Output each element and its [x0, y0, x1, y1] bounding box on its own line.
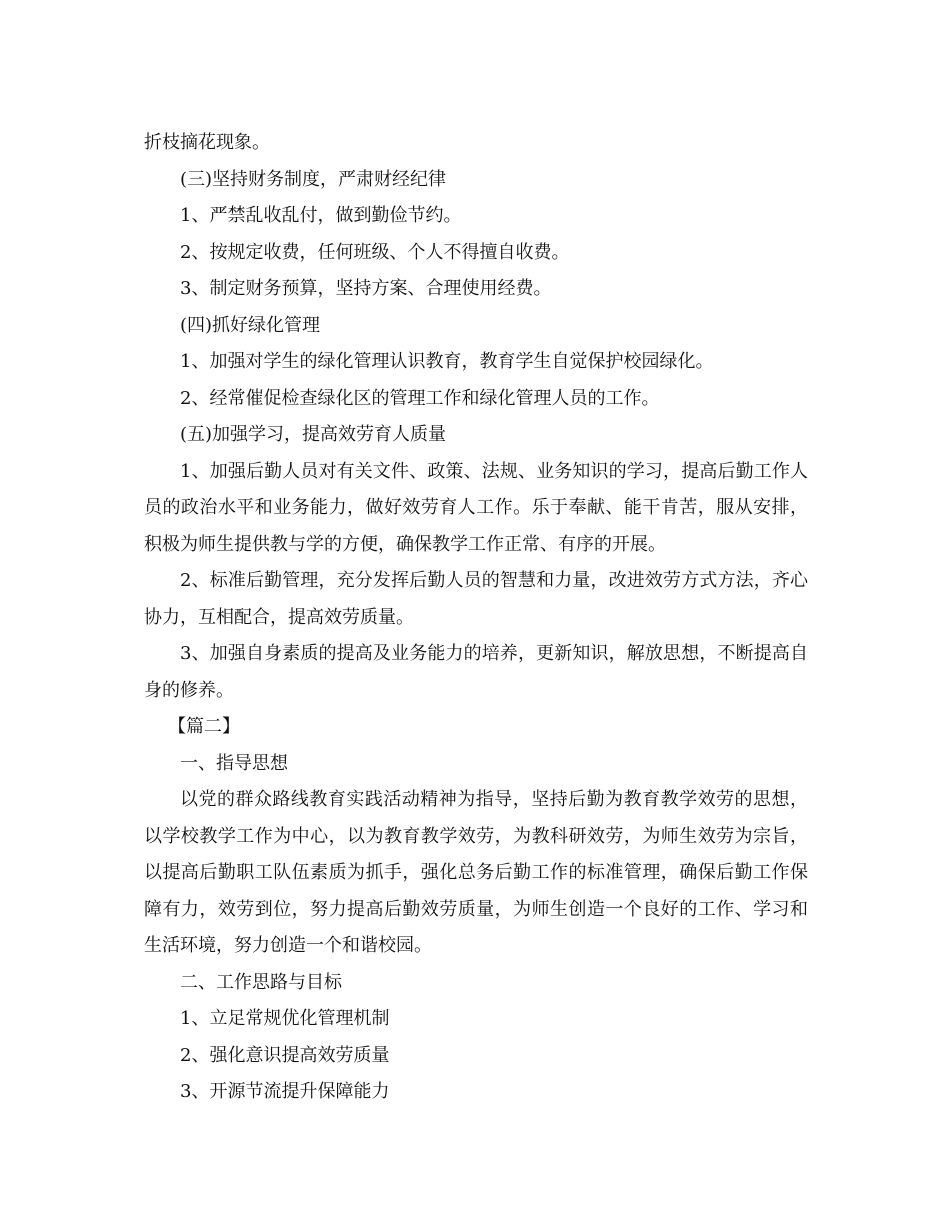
list-item: 1、加强对学生的绿化管理认识教育，教育学生自觉保护校园绿化。: [180, 351, 714, 372]
list-item: 3、开源节流提升保障能力: [180, 1081, 390, 1102]
paragraph-continuation: 折枝摘花现象。: [144, 132, 270, 153]
section-heading-5: (五)加强学习，提高效劳育人质量: [180, 424, 447, 445]
list-item: 1、严禁乱收乱付，做到勤俭节约。: [180, 205, 462, 226]
list-item: 3、制定财务预算，坚持方案、合理使用经费。: [180, 278, 552, 299]
body-paragraph: 以党的群众路线教育实践活动精神为指导，坚持后勤为教育教学效劳的思想，以学校教学工作为中心，以为教育教学效劳，为教科研效劳，为师生效劳为宗旨，以提高后勤职工队伍素质为抓手，强化总务后勤工作的标准管理，确保后勤工作保障有力，效劳到位，努力提高后勤效劳质量，为师生创造一个良好的工作、学习和生活环境，努力创造一个和谐校园。: [144, 789, 808, 956]
part-two-label: 【篇二】: [168, 716, 240, 737]
heading-work-approach: 二、工作思路与目标: [180, 971, 342, 993]
list-item: 2、经常催促检查绿化区的管理工作和绿化管理人员的工作。: [180, 387, 660, 409]
list-item: 2、强化意识提高效劳质量: [180, 1044, 390, 1066]
section-heading-3: (三)坚持财务制度，严肃财经纪律: [180, 168, 447, 190]
document-body: [144, 125, 808, 1111]
list-item: 2、标准后勤管理，充分发挥后勤人员的智慧和力量，改进效劳方式方法，齐心协力，互相配合，提高效劳质量。: [144, 570, 808, 628]
section-heading-4: (四)抓好绿化管理: [180, 314, 321, 336]
list-item: 3、加强自身素质的提高及业务能力的培养，更新知识，解放思想，不断提高自身的修养。: [144, 643, 808, 701]
list-item: 1、加强后勤人员对有关文件、政策、法规、业务知识的学习，提高后勤工作人员的政治水平和业务能力，做好效劳育人工作。乐于奉献、能干肯苦，服从安排，积极为师生提供教与学的方便，确保教学工作正常、有序的开展。: [144, 460, 808, 555]
heading-guiding-thought: 一、指导思想: [180, 752, 288, 774]
list-item: 1、立足常规优化管理机制: [180, 1008, 390, 1029]
list-item: 2、按规定收费，任何班级、个人不得擅自收费。: [180, 241, 570, 263]
